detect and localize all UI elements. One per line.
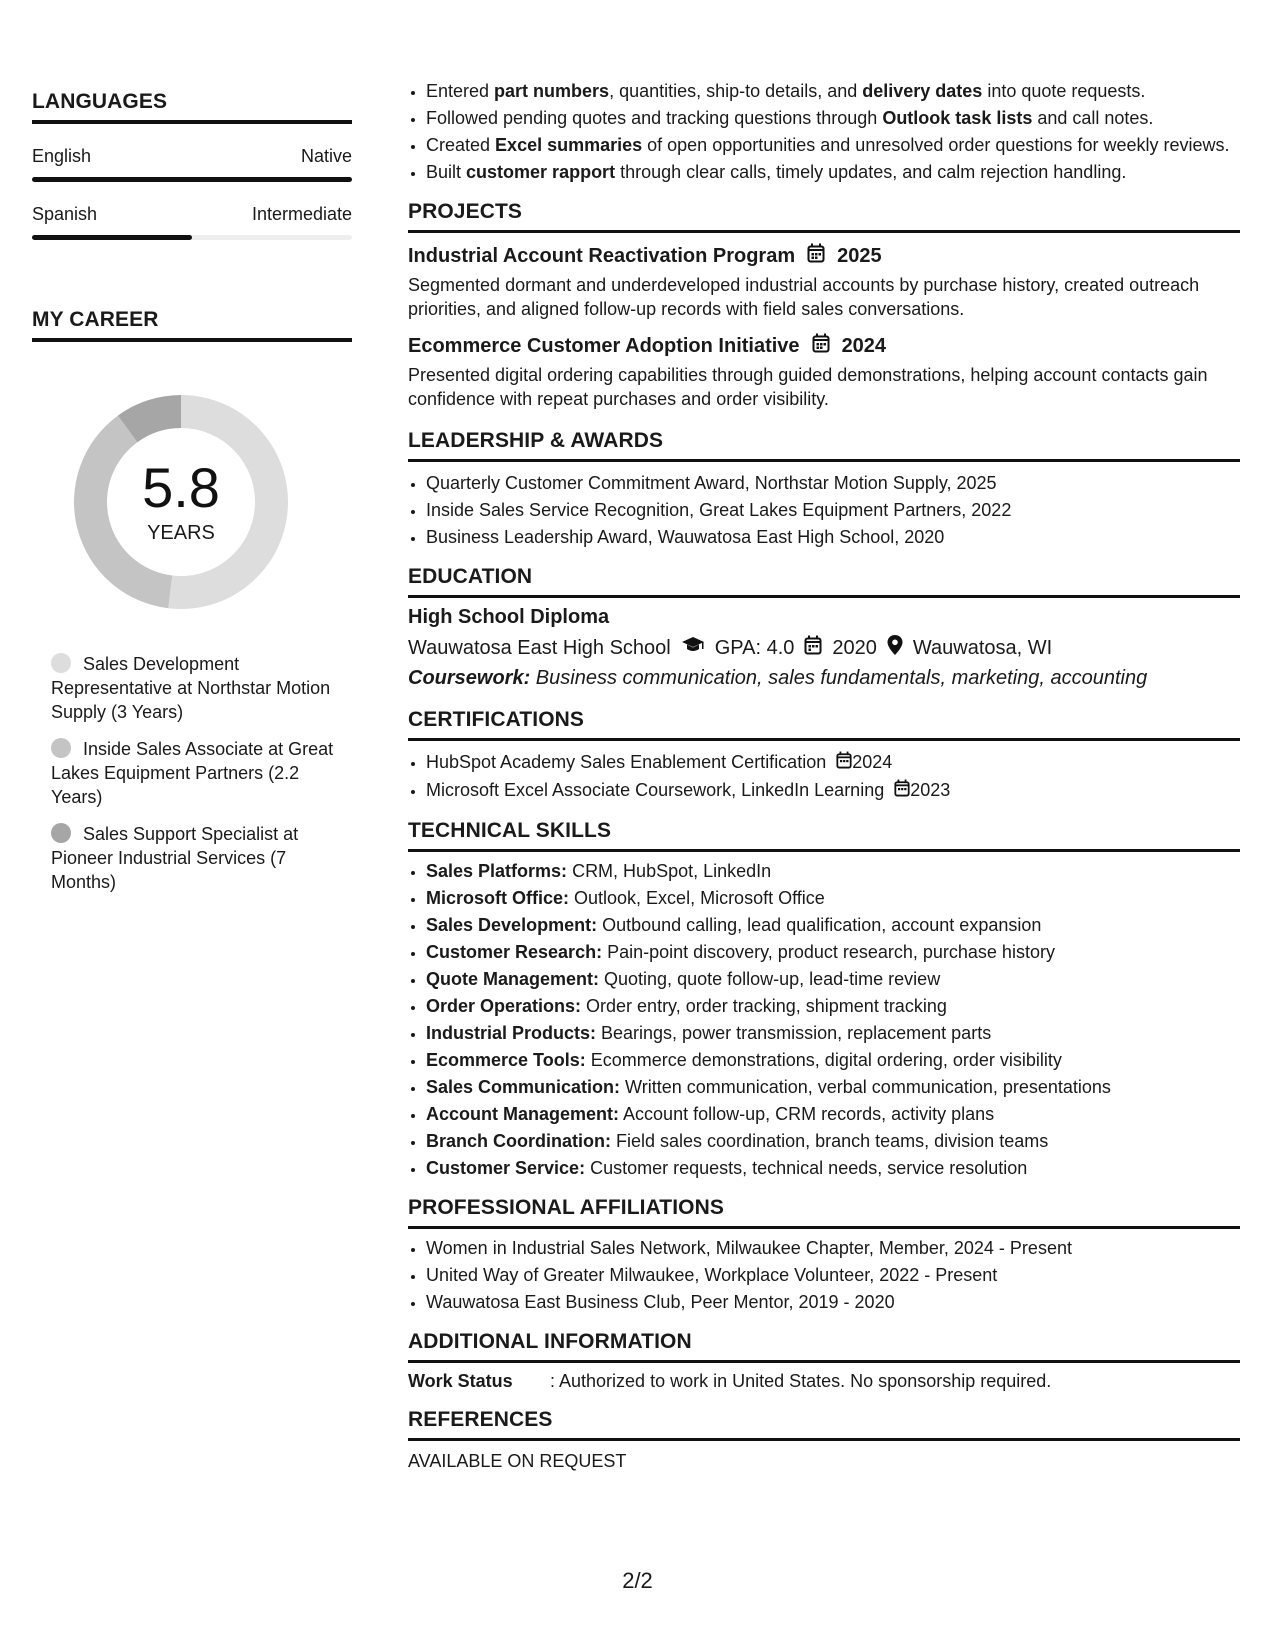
project-item bbox=[408, 333, 1240, 411]
career-legend-item bbox=[51, 822, 352, 894]
affiliation-item: • Wauwatosa East Business Club, Peer Mentor, 2019 - 2020 bbox=[426, 1289, 1240, 1316]
references-heading: REFERENCES bbox=[408, 1408, 1240, 1441]
experience-bullet: • Followed pending quotes and tracking questions through Outlook task lists and call notes. bbox=[426, 105, 1240, 132]
page-number: 2/2 bbox=[622, 1568, 653, 1593]
skill-item: • Customer Research: Pain-point discovery, product research, purchase history bbox=[426, 939, 1240, 966]
education-year: 2020 bbox=[832, 636, 877, 659]
experience-bullet: • Built customer rapport through clear calls, timely updates, and calm rejection handling. bbox=[426, 159, 1240, 186]
project-year: 2025 bbox=[837, 244, 882, 267]
location-pin-icon bbox=[887, 635, 903, 661]
experience-bullet: • Entered part numbers, quantities, ship-to details, and delivery dates into quote requests. bbox=[426, 78, 1240, 105]
legend-dot-icon bbox=[51, 738, 71, 758]
project-name: Industrial Account Reactivation Program bbox=[408, 244, 796, 267]
language-proficiency-bar bbox=[32, 235, 352, 240]
skill-item: • Industrial Products: Bearings, power transmission, replacement parts bbox=[426, 1020, 1240, 1047]
language-level: Intermediate bbox=[251, 204, 352, 224]
skill-item: • Customer Service: Customer requests, technical needs, service resolution bbox=[426, 1155, 1240, 1182]
work-status-label: Work Status bbox=[408, 1370, 513, 1391]
experience-bullets bbox=[408, 78, 1240, 186]
awards-list bbox=[408, 470, 1240, 551]
career-legend-label: Sales Development Representative at Northstar Motion Supply (3 Years) bbox=[51, 654, 331, 722]
certification-item: • HubSpot Academy Sales Enablement Certification 2024 bbox=[426, 749, 1240, 777]
language-name: Spanish bbox=[32, 204, 98, 224]
language-level: Native bbox=[300, 146, 352, 166]
career-donut-chart bbox=[65, 386, 297, 618]
skill-item: • Branch Coordination: Field sales coordination, branch teams, division teams bbox=[426, 1128, 1240, 1155]
skill-item: • Sales Development: Outbound calling, lead qualification, account expansion bbox=[426, 912, 1240, 939]
calendar-icon bbox=[807, 243, 825, 269]
education-coursework: Coursework: Business communication, sales fundamentals, marketing, accounting bbox=[408, 667, 1148, 689]
award-item: • Inside Sales Service Recognition, Great Lakes Equipment Partners, 2022 bbox=[426, 497, 1240, 524]
certification-year: 2024 bbox=[852, 752, 893, 772]
legend-dot-icon bbox=[51, 823, 71, 843]
education-school: Wauwatosa East High School bbox=[408, 636, 671, 659]
language-name: English bbox=[32, 146, 92, 166]
language-item bbox=[32, 204, 352, 240]
references-text: AVAILABLE ON REQUEST bbox=[408, 1450, 627, 1471]
career-heading: MY CAREER bbox=[32, 308, 352, 342]
calendar-icon bbox=[894, 778, 910, 805]
skills-heading: TECHNICAL SKILLS bbox=[408, 819, 1240, 852]
project-description: Segmented dormant and underdeveloped industrial accounts by purchase history, created outreach priorities, and aligned follow-up records with field sales conversations. bbox=[408, 275, 1200, 319]
career-legend-label: Inside Sales Associate at Great Lakes Equipment Partners (2.2 Years) bbox=[51, 739, 334, 807]
left-column bbox=[32, 90, 352, 907]
skill-item: • Sales Platforms: CRM, HubSpot, LinkedIn bbox=[426, 858, 1240, 885]
skill-item: • Sales Communication: Written communication, verbal communication, presentations bbox=[426, 1074, 1240, 1101]
career-legend-label: Sales Support Specialist at Pioneer Industrial Services (7 Months) bbox=[51, 824, 299, 892]
certifications-heading: CERTIFICATIONS bbox=[408, 708, 1240, 741]
skill-item: • Microsoft Office: Outlook, Excel, Microsoft Office bbox=[426, 885, 1240, 912]
additional-info-heading: ADDITIONAL INFORMATION bbox=[408, 1330, 1240, 1363]
career-total-years: 5.8 bbox=[142, 455, 220, 519]
graduation-cap-icon bbox=[681, 636, 705, 660]
experience-bullet: • Created Excel summaries of open opportunities and unresolved order questions for weekly reviews. bbox=[426, 132, 1240, 159]
project-item bbox=[408, 243, 1240, 321]
career-legend-item bbox=[51, 652, 352, 724]
language-item bbox=[32, 146, 352, 182]
skills-list bbox=[408, 858, 1240, 1182]
calendar-icon bbox=[836, 750, 852, 777]
award-item: • Quarterly Customer Commitment Award, Northstar Motion Supply, 2025 bbox=[426, 470, 1240, 497]
calendar-icon bbox=[804, 635, 822, 661]
affiliation-item: • United Way of Greater Milwaukee, Workplace Volunteer, 2022 - Present bbox=[426, 1262, 1240, 1289]
right-column bbox=[408, 78, 1240, 1472]
project-description: Presented digital ordering capabilities through guided demonstrations, helping account contacts gain confidence with repeat purchases and order visibility. bbox=[408, 365, 1208, 409]
project-year: 2024 bbox=[841, 334, 887, 357]
award-item: • Business Leadership Award, Wauwatosa East High School, 2020 bbox=[426, 524, 1240, 551]
education-degree: High School Diploma bbox=[408, 606, 610, 628]
education-location: Wauwatosa, WI bbox=[912, 636, 1053, 659]
language-proficiency-fill bbox=[32, 235, 192, 240]
calendar-icon bbox=[812, 333, 830, 359]
work-status-row bbox=[408, 1371, 1240, 1392]
certification-year: 2023 bbox=[910, 779, 951, 800]
career-legend-item bbox=[51, 737, 352, 809]
awards-heading: LEADERSHIP & AWARDS bbox=[408, 429, 1240, 462]
certification-item: • Microsoft Excel Associate Coursework, LinkedIn Learning 2023 bbox=[426, 777, 1240, 805]
skill-item: • Order Operations: Order entry, order tracking, shipment tracking bbox=[426, 993, 1240, 1020]
legend-dot-icon bbox=[51, 653, 71, 673]
education-heading: EDUCATION bbox=[408, 565, 1240, 598]
work-status-value: : Authorized to work in United States. No sponsorship required. bbox=[550, 1370, 1052, 1391]
certifications-list bbox=[408, 749, 1240, 805]
career-legend bbox=[32, 652, 352, 894]
languages-heading: LANGUAGES bbox=[32, 90, 352, 124]
career-total-unit: YEARS bbox=[147, 521, 215, 544]
education-gpa: GPA: 4.0 bbox=[714, 636, 795, 659]
project-name: Ecommerce Customer Adoption Initiative bbox=[408, 334, 800, 357]
education-details bbox=[408, 635, 1240, 661]
skill-item: • Account Management: Account follow-up, CRM records, activity plans bbox=[426, 1101, 1240, 1128]
skill-item: • Ecommerce Tools: Ecommerce demonstrations, digital ordering, order visibility bbox=[426, 1047, 1240, 1074]
affiliations-list bbox=[408, 1235, 1240, 1316]
projects-heading: PROJECTS bbox=[408, 200, 1240, 233]
affiliations-heading: PROFESSIONAL AFFILIATIONS bbox=[408, 1196, 1240, 1229]
affiliation-item: • Women in Industrial Sales Network, Milwaukee Chapter, Member, 2024 - Present bbox=[426, 1235, 1240, 1262]
language-proficiency-bar bbox=[32, 177, 352, 182]
skill-item: • Quote Management: Quoting, quote follow-up, lead-time review bbox=[426, 966, 1240, 993]
language-proficiency-fill bbox=[32, 177, 352, 182]
